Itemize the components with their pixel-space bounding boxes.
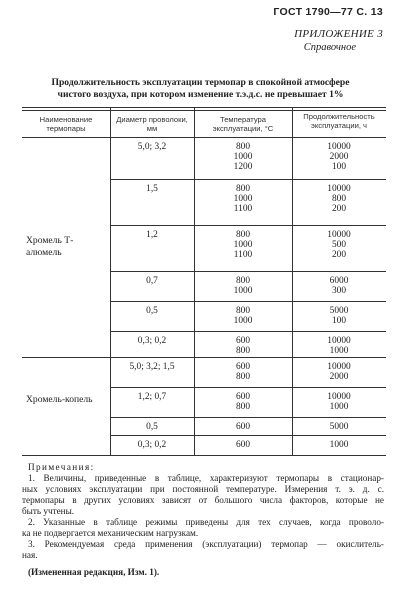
duration-cell — [292, 362, 386, 382]
temperature-cell — [194, 362, 292, 382]
diameter-cell: 1,2 — [146, 230, 158, 240]
diameter-cell: 0,5 — [146, 422, 158, 432]
table-header-cell: Продолжительность эксплуатации, ч — [303, 112, 375, 130]
temperature-value: 800 — [235, 402, 251, 413]
temperature-value: 1100 — [233, 250, 253, 261]
row-separator-rule — [110, 435, 386, 436]
diameter-cell: 5,0; 3,2 — [137, 142, 167, 152]
duration-value: 10000 — [327, 230, 351, 240]
temperature-cell — [194, 422, 292, 432]
duration-value: 5000 — [329, 422, 349, 432]
temperature-cell — [194, 230, 292, 261]
duration-value: 300 — [331, 286, 347, 297]
duration-cell — [292, 184, 386, 215]
group-separator-rule — [22, 357, 386, 358]
operation-duration-table — [22, 107, 386, 454]
duration-value: 500 — [331, 240, 347, 251]
temperature-value: 1200 — [233, 162, 253, 173]
duration-value: 10000 — [327, 142, 351, 152]
thermocouple-name: Хромель Т-алюмель — [26, 235, 74, 258]
temperature-cell — [194, 392, 292, 412]
temperature-cell — [194, 276, 292, 296]
note-2-line-2: ка не подвергается механическим нагрузкам. — [22, 528, 199, 538]
temperature-cell — [194, 184, 292, 215]
duration-value: 10000 — [327, 336, 351, 346]
table-title-line-2: чистого воздуха, при котором изменение т.э.д.с. не превышает 1% — [57, 89, 344, 100]
temperature-value: 600 — [235, 392, 251, 402]
duration-cell — [292, 392, 386, 412]
note-1-line-2: ных условиях эксплуатации при постоянной температуре. Измерения т. э. д. с. — [22, 484, 384, 494]
temperature-value: 1000 — [233, 152, 253, 163]
row-separator-rule — [110, 179, 386, 180]
table-header-rule — [22, 137, 386, 138]
table-top-rule — [22, 107, 386, 108]
duration-value: 6000 — [329, 276, 349, 286]
duration-cell — [292, 422, 386, 432]
diameter-cell: 0,3; 0,2 — [137, 440, 167, 450]
temperature-value: 800 — [235, 184, 251, 194]
diameter-cell: 0,7 — [146, 276, 158, 286]
row-separator-rule — [110, 301, 386, 302]
duration-value: 100 — [331, 162, 347, 173]
row-separator-rule — [110, 387, 386, 388]
table-title-line-1: Продолжительность эксплуатации термопар в спокойной атмосфере — [51, 77, 350, 88]
diameter-cell: 0,5 — [146, 306, 158, 316]
duration-value: 200 — [331, 250, 347, 261]
duration-value: 1000 — [329, 402, 349, 413]
temperature-cell — [194, 440, 292, 450]
temperature-value: 1000 — [233, 286, 253, 297]
temperature-value: 800 — [235, 306, 251, 316]
temperature-value: 800 — [235, 372, 251, 383]
diameter-cell: 5,0; 3,2; 1,5 — [129, 362, 175, 372]
temperature-value: 600 — [235, 336, 251, 346]
group-separator-rule — [22, 455, 386, 456]
temperature-value: 800 — [235, 142, 251, 152]
note-1-line-1: 1. Величины, приведенные в таблице, характеризуют термопары в стационар- — [28, 473, 384, 483]
duration-value: 100 — [331, 316, 347, 327]
temperature-value: 600 — [235, 362, 251, 372]
temperature-value: 600 — [235, 422, 251, 432]
table-top-rule-thin — [22, 110, 386, 111]
duration-value: 10000 — [327, 184, 351, 194]
notes-heading: Примечания: — [28, 462, 95, 472]
row-separator-rule — [110, 271, 386, 272]
edition-note: (Измененная редакция, Изм. 1). — [28, 567, 160, 577]
duration-value: 2000 — [329, 152, 349, 163]
temperature-value: 800 — [235, 346, 251, 357]
duration-cell — [292, 336, 386, 356]
temperature-value: 800 — [235, 276, 251, 286]
notes-block — [22, 462, 384, 578]
diameter-cell: 0,3; 0,2 — [137, 336, 167, 346]
table-header-cell: Диаметр проволоки, мм — [116, 115, 188, 133]
temperature-value: 800 — [235, 230, 251, 240]
appendix-type: Справочное — [303, 42, 356, 53]
table-header-cell: Температура эксплуатации, °С — [212, 115, 274, 133]
duration-cell — [292, 142, 386, 173]
note-3-line-2: ная. — [22, 550, 38, 560]
duration-value: 800 — [331, 194, 347, 205]
diameter-cell: 1,2; 0,7 — [137, 392, 167, 402]
temperature-cell — [194, 142, 292, 173]
duration-cell — [292, 276, 386, 296]
diameter-cell: 1,5 — [146, 184, 158, 194]
thermocouple-name: Хромель-копель — [26, 394, 93, 405]
note-1-line-4: быть учтены. — [22, 506, 75, 516]
duration-cell — [292, 440, 386, 450]
temperature-value: 1100 — [233, 204, 253, 215]
temperature-value: 600 — [235, 440, 251, 450]
table-header-cell: Наименование термопары — [39, 115, 93, 133]
temperature-value: 1000 — [233, 240, 253, 251]
duration-value: 2000 — [329, 372, 349, 383]
duration-value: 1000 — [329, 440, 349, 450]
duration-value: 5000 — [329, 306, 349, 316]
row-separator-rule — [110, 331, 386, 332]
duration-value: 1000 — [329, 346, 349, 357]
row-separator-rule — [110, 225, 386, 226]
duration-value: 10000 — [327, 362, 351, 372]
note-1-line-3: термопары в других условиях зависят от большого числа факторов, которые не — [22, 495, 384, 505]
temperature-value: 1000 — [233, 316, 253, 327]
duration-cell — [292, 306, 386, 326]
row-separator-rule — [110, 417, 386, 418]
duration-cell — [292, 230, 386, 261]
duration-value: 10000 — [327, 392, 351, 402]
duration-value: 200 — [331, 204, 347, 215]
temperature-cell — [194, 306, 292, 326]
appendix-number: ПРИЛОЖЕНИЕ 3 — [294, 28, 383, 40]
note-3-line-1: 3. Рекомендуемая среда применения (эксплуатации) термопар — окислитель- — [28, 539, 384, 549]
note-2-line-1: 2. Указанные в таблице режимы приведены для тех случаев, когда проволо- — [28, 517, 384, 527]
temperature-cell — [194, 336, 292, 356]
document-code: ГОСТ 1790—77 С. 13 — [273, 6, 383, 18]
temperature-value: 1000 — [233, 194, 253, 205]
